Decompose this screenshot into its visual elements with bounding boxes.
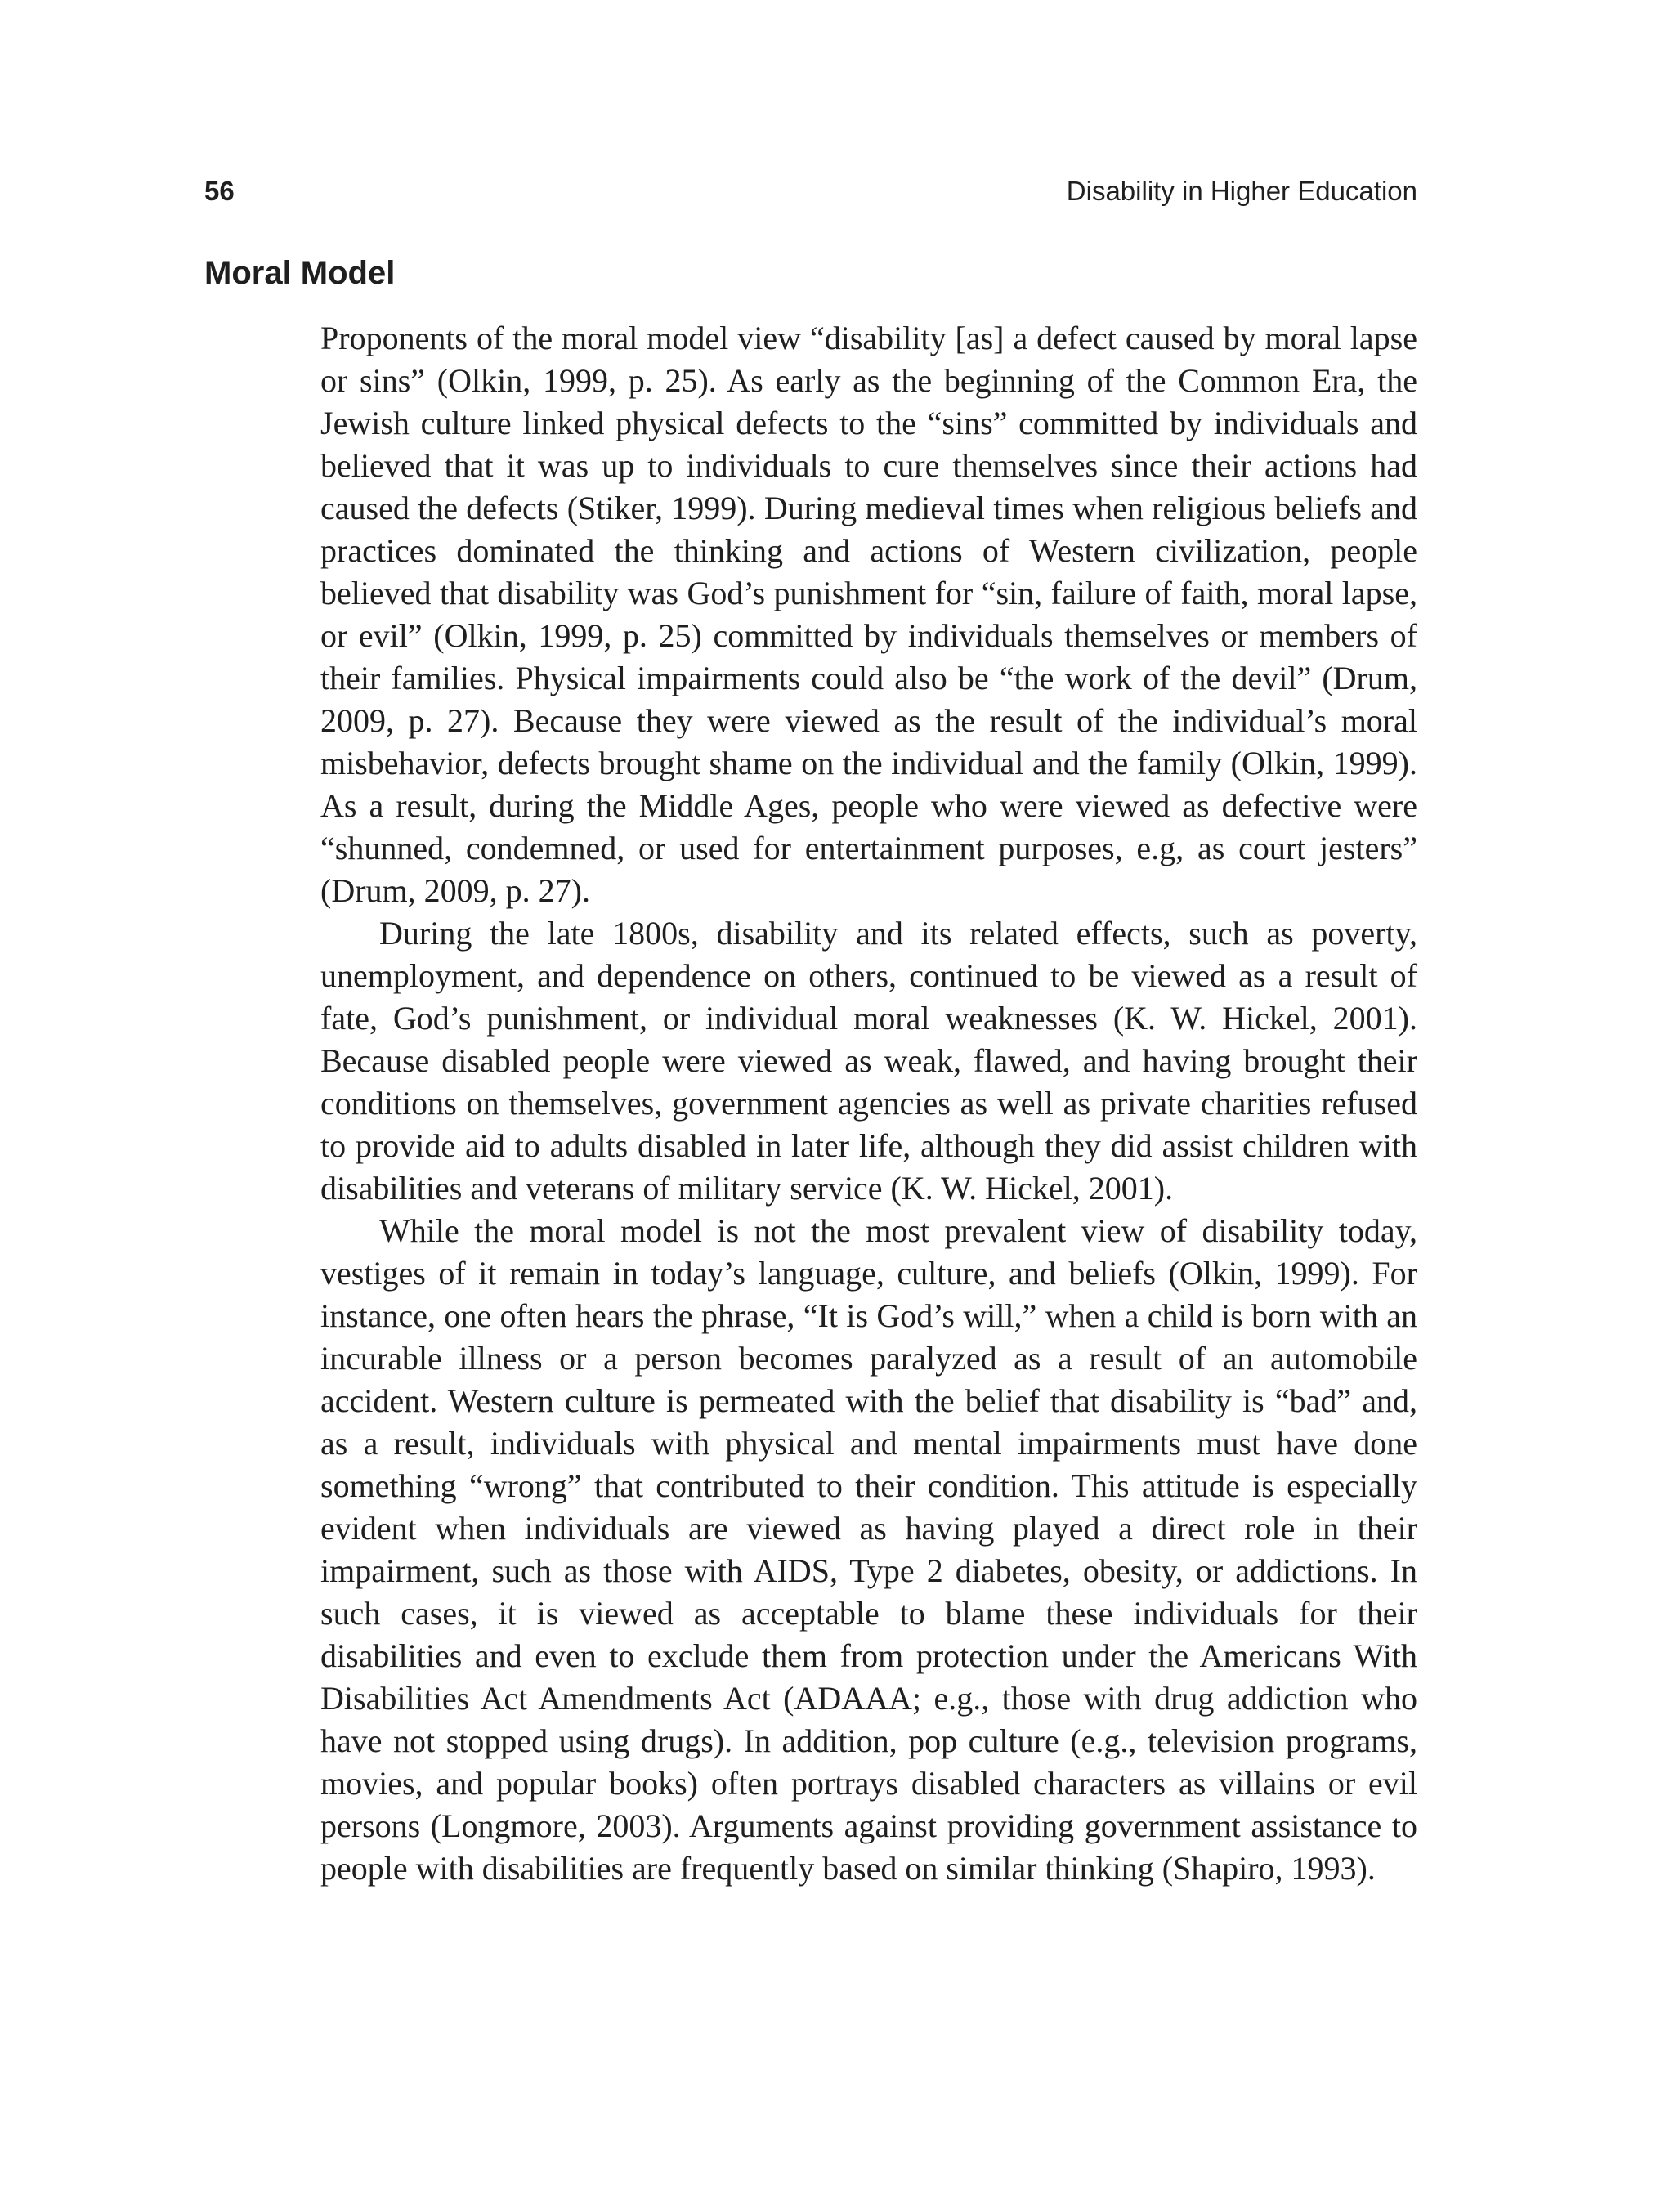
paragraph-1: Proponents of the moral model view “disability [as] a defect caused by moral lapse or sins” (Olkin, 1999, p. 25). As early as the beginning of the Common Era, the Jewish culture linked physical defects to the “sins” committed by individuals and believed that it was up to individuals to cure themselves since their actions had caused the defects (Stiker, 1999). During medieval times when religious beliefs and practices dominated the thinking and actions of Western civilization, people believed that disability was God’s punishment for “sin, failure of faith, moral lapse, or evil” (Olkin, 1999, p. 25) committed by individuals themselves or members of their families. Physical impairments could also be “the work of the devil” (Drum, 2009, p. 27). Because they were viewed as the result of the individual’s moral misbehavior, defects brought shame on the individual and the family (Olkin, 1999). As a result, during the Middle Ages, people who were viewed as defective were “shunned, condemned, or used for entertainment purposes, e.g, as court jesters” (Drum, 2009, p. 27). — [320, 320, 1417, 909]
running-header-title: Disability in Higher Education — [1066, 176, 1417, 206]
paragraph-2: During the late 1800s, disability and its related effects, such as poverty, unemployment, and dependence on others, continued to be viewed as a result of fate, God’s punishment, or individual moral weaknesses (K. W. Hickel, 2001). Because disabled people were viewed as weak, flawed, and having brought their conditions on themselves, government agencies as well as private charities refused to provide aid to adults disabled in later life, although they did assist children with disabilities and veterans of military service (K. W. Hickel, 2001). — [320, 915, 1417, 1207]
page-number: 56 — [204, 176, 235, 206]
paragraph-3: While the moral model is not the most prevalent view of disability today, vestiges of it remain in today’s language, culture, and beliefs (Olkin, 1999). For instance, one often hears the phrase, “It is God’s will,” when a child is born with an incurable illness or a person becomes paralyzed as a result of an automobile accident. Western culture is permeated with the belief that disability is “bad” and, as a result, individuals with physical and mental impairments must have done something “wrong” that contributed to their condition. This attitude is especially evident when individuals are viewed as having played a direct role in their impairment, such as those with AIDS, Type 2 diabetes, obesity, or addictions. In such cases, it is viewed as acceptable to blame these individuals for their disabilities and even to exclude them from protection under the Americans With Disabilities Act Amendments Act (ADAAA; e.g., those with drug addiction who have not stopped using drugs). In addition, pop culture (e.g., television programs, movies, and popular books) often portrays disabled characters as villains or evil persons (Longmore, 2003). Arguments against providing government assistance to people with disabilities are frequently based on similar thinking (Shapiro, 1993). — [320, 1212, 1417, 1887]
section-body — [320, 317, 1417, 1890]
section-heading: Moral Model — [204, 255, 396, 291]
